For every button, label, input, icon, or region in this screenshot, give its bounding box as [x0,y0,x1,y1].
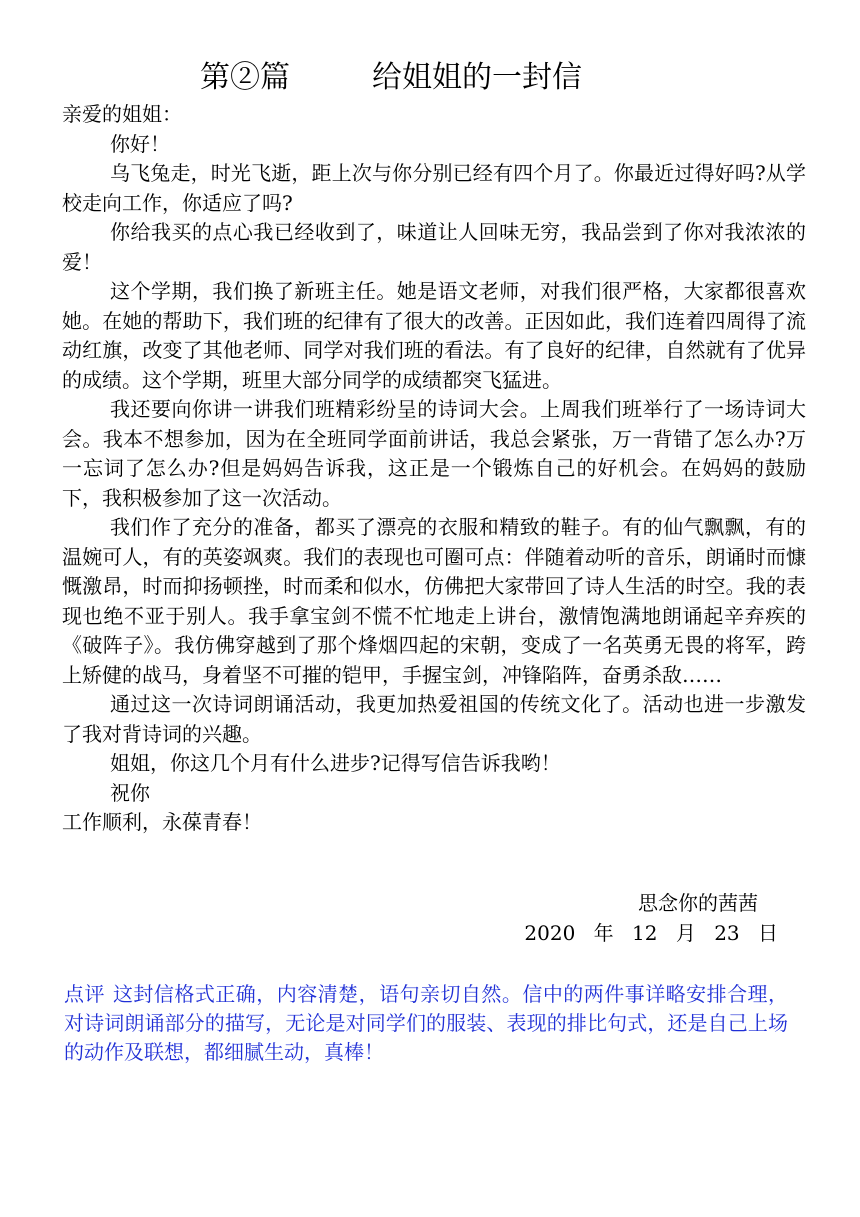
letter-salutation: 亲爱的姐姐： [62,102,182,126]
review-text: 这封信格式正确，内容清楚，语句亲切自然。信中的两件事详略安排合理，对诗词朗诵部分的描写，无论是对同学们的服装、表现的排比句式，还是自己上场的动作及联想，都细腻生动，真棒！ [64,982,789,1064]
letter-paragraph: 我还要向你讲一讲我们班精彩纷呈的诗词大会。上周我们班举行了一场诗词大会。我本不想参加，因为在全班同学面前讲话，我总会紧张，万一背错了怎么办?万一忘词了怎么办?但是妈妈告诉我，这正是一个锻炼自己的好机会。在妈妈的鼓励下，我积极参加了这一次活动。 [62,397,806,510]
letter-title: 给姐姐的一封信 [372,60,582,95]
letter-body [62,100,806,838]
letter-paragraph: 姐姐，你这几个月有什么进步?记得写信告诉我哟！ [110,751,561,775]
letter-paragraph: 我们作了充分的准备，都买了漂亮的衣服和精致的鞋子。有的仙气飘飘，有的温婉可人，有的英姿飒爽。我们的表现也可圈可点：伴随着动听的音乐，朗诵时而慷慨激昂，时而抑扬顿挫，时而柔和似水，仿佛把大家带回了诗人生活的时空。我的表现也绝不亚于别人。我手拿宝剑不慌不忙地走上讲台，激情饱满地朗诵起辛弃疾的《破阵子》。我仿佛穿越到了那个烽烟四起的宋朝，变成了一名英勇无畏的将军，跨上矫健的战马，身着坚不可摧的铠甲，手握宝剑，冲锋陷阵，奋勇杀敌…… [62,515,806,687]
letter-greeting: 你好！ [110,131,170,156]
date-month: 12 [632,920,658,945]
date-year: 2020 [524,920,576,945]
letter-paragraph: 这个学期，我们换了新班主任。她是语文老师，对我们很严格，大家都很喜欢她。在她的帮助下，我们班的纪律有了很大的改善。正因如此，我们连着四周得了流动红旗，改变了其他老师、同学对我们班的看法。有了良好的纪律，自然就有了优异的成绩。这个学期，班里大部分同学的成绩都突飞猛进。 [62,279,806,392]
date-year-unit: 年 [593,920,614,945]
letter-date [524,919,778,949]
letter-closing-wish: 祝你 [110,780,150,805]
letter-closing-blessing: 工作顺利，永葆青春！ [62,810,262,834]
date-day-unit: 日 [758,920,778,945]
letter-paragraph: 乌飞兔走，时光飞逝，距上次与你分别已经有四个月了。你最近过得好吗?从学校走向工作，你适应了吗? [62,161,806,215]
letter-signature: 思念你的茜茜 [638,891,758,915]
date-day: 23 [714,920,740,945]
article-number: 第②篇 [200,60,290,95]
letter-paragraph: 通过这一次诗词朗诵活动，我更加热爱祖国的传统文化了。活动也进一步激发了我对背诗词的兴趣。 [62,692,806,746]
review-tag: 点评 [64,982,105,1006]
letter-paragraph: 你给我买的点心我已经收到了，味道让人回味无穷，我品尝到了你对我浓浓的爱！ [62,220,806,274]
date-month-unit: 月 [675,920,696,945]
letter-signature-block [524,889,778,948]
review-comment [64,980,788,1067]
